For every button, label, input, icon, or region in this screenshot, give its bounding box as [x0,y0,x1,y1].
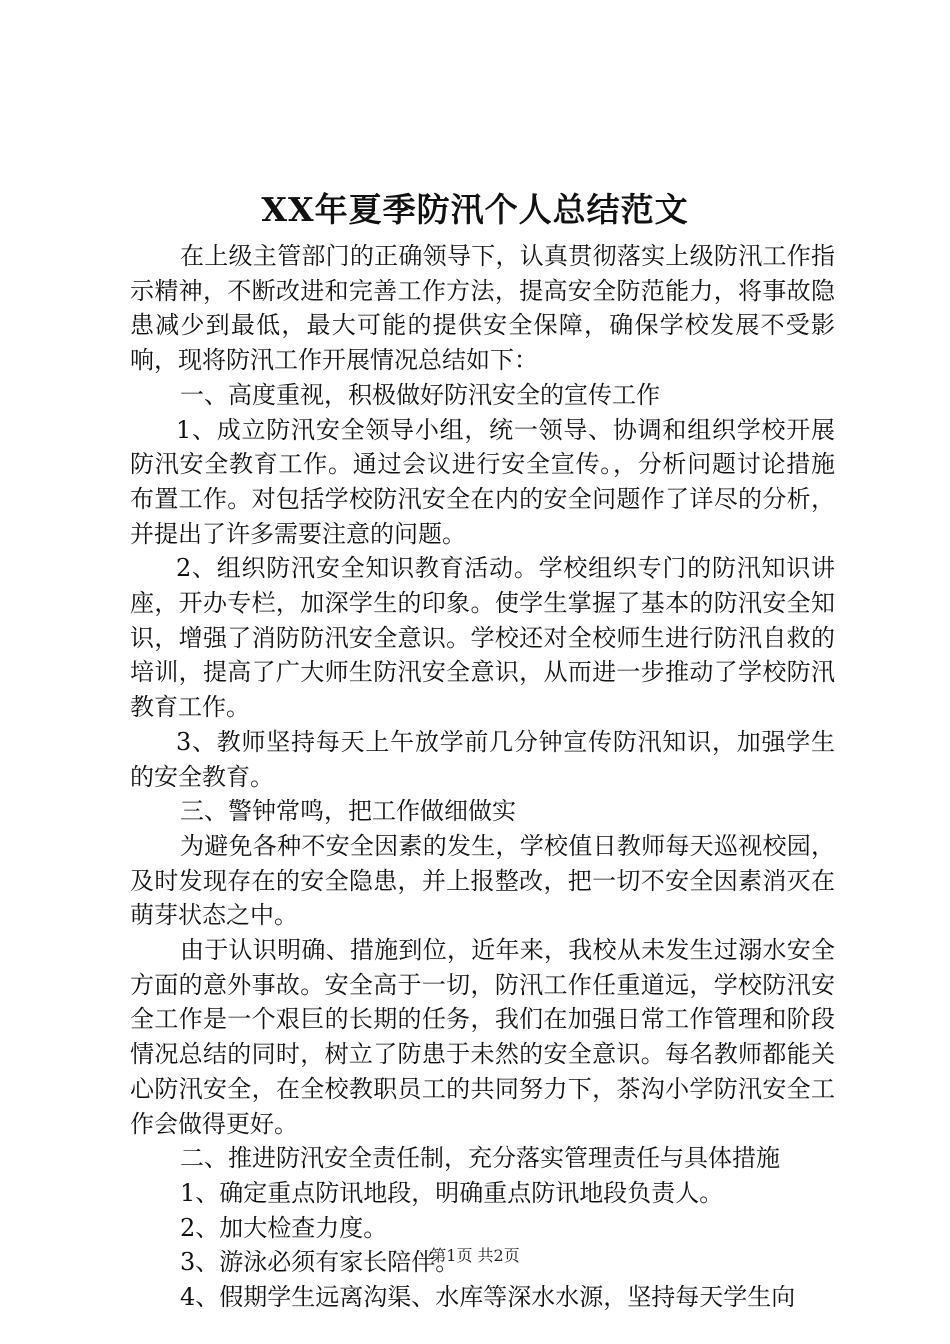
list-item-2: 2、加大检查力度。 [180,1213,388,1242]
document-title: XX年夏季防汛个人总结范文 [261,190,689,229]
list-item-3: 3、游泳必须有家长陪伴。 [180,1248,460,1277]
paragraph-intro: 在上级主管部门的正确领导下，认真贯彻落实上级防汛工作指示精神，不断改进和完善工作方法，提高安全防范能力，将事故隐患减少到最低，最大可能的提供安全保障，确保学校发展不受影响，现将防汛工作开展情况总结如下： [130,242,835,375]
paragraph-item-1: 1、成立防汛安全领导小组，统一领导、协调和组织学校开展防汛安全教育工作。通过会议进行安全宣传。，分析问题讨论措施布置工作。对包括学校防汛安全在内的安全问题作了详尽的分析，并提出了许多需要注意的问题。 [130,415,835,548]
paragraph-patrol: 为避免各种不安全因素的发生，学校值日教师每天巡视校园，及时发现存在的安全隐患，并上报整改，把一切不安全因素消灭在萌芽状态之中。 [130,831,835,930]
page-footer: 第1页 共2页 [430,1246,520,1265]
section-heading-3: 三、警钟常鸣，把工作做细做实 [180,797,516,826]
document-body [130,239,835,1315]
section-heading-2: 二、推进防汛安全责任制，充分落实管理责任与具体措施 [180,1144,780,1173]
section-heading-1: 一、高度重视，积极做好防汛安全的宣传工作 [180,380,660,409]
paragraph-item-3: 3、教师坚持每天上午放学前几分钟宣传防汛知识，加强学生的安全教育。 [130,727,835,791]
list-item-1: 1、确定重点防讯地段，明确重点防讯地段负责人。 [180,1178,724,1207]
list-item-4: 4、假期学生远离沟渠、水库等深水水源，坚持每天学生向 [180,1283,796,1312]
paragraph-item-2: 2、组织防汛安全知识教育活动。学校组织专门的防汛知识讲座，开办专栏，加深学生的印象。使学生掌握了基本的防汛安全知识，增强了消防防汛安全意识。学校还对全校师生进行防汛自救的培训，提高了广大师生防汛安全意识，从而进一步推动了学校防汛教育工作。 [130,554,835,722]
paragraph-summary: 由于认识明确、措施到位，近年来，我校从未发生过溺水安全方面的意外事故。安全高于一切，防汛工作任重道远，学校防汛安全工作是一个艰巨的长期的任务，我们在加强日常工作管理和阶段情况总结的同时，树立了防患于未然的安全意识。每名教师都能关心防汛安全，在全校教职员工的共同努力下，茶沟小学防汛安全工作会做得更好。 [130,936,835,1138]
